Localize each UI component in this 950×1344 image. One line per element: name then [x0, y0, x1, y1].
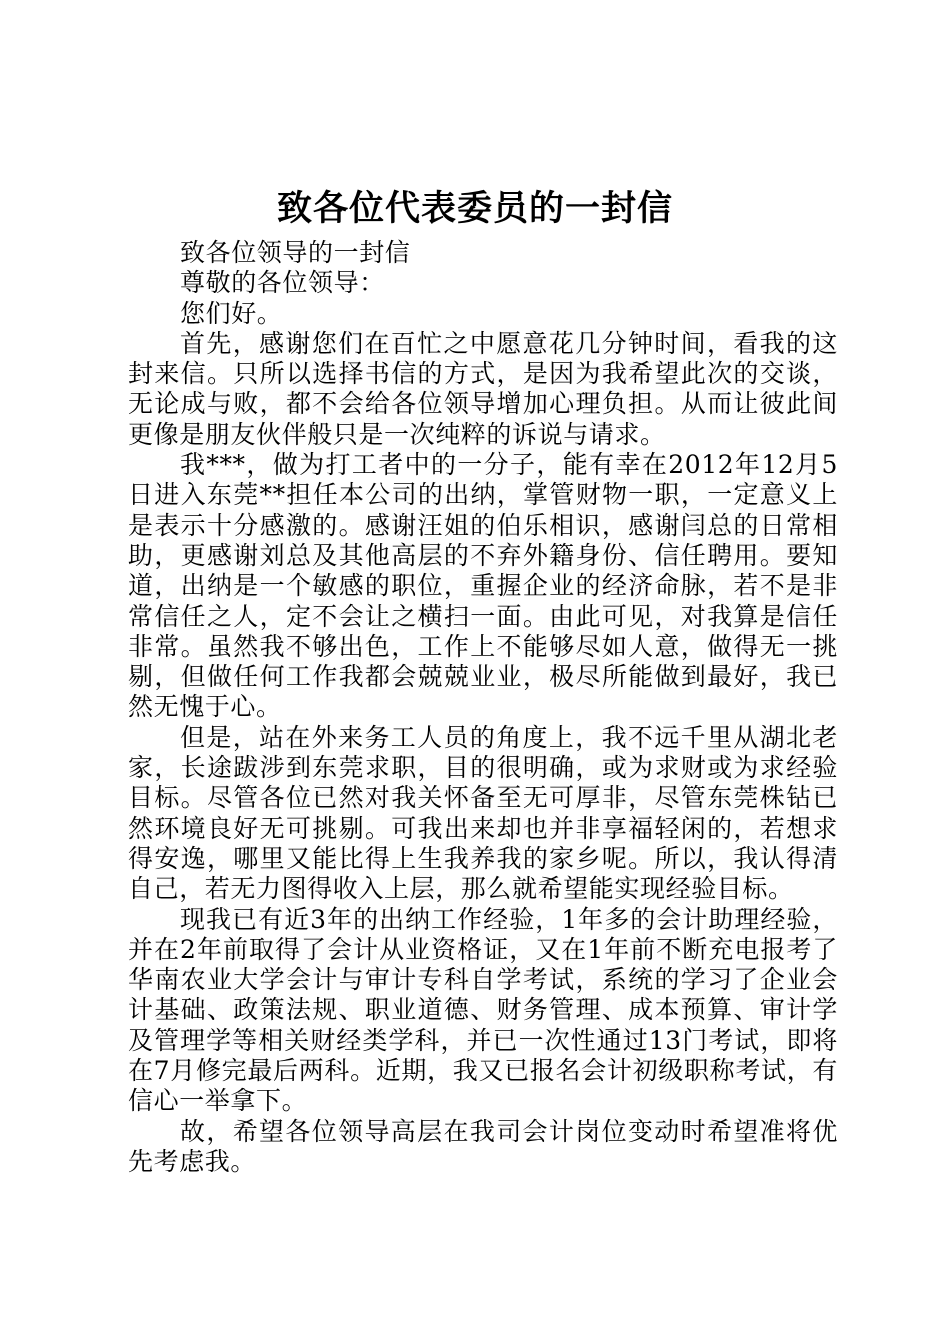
paragraph-body: 现我已有近3年的出纳工作经验，1年多的会计助理经验，并在2年前取得了会计从业资格证，又在1年前不断充电报考了华南农业大学会计与审计专科自学考试，系统的学习了企业会计基础、政策法规、职业道德、财务管理、成本预算、审计学及管理学等相关财经类学科，并已一次性通过13门考试，即将在7月修完最后两科。近期，我又已报名会计初级职称考试，有信心一举拿下。	[128, 904, 838, 1116]
paragraph-body: 但是，站在外来务工人员的角度上，我不远千里从湖北老家，长途跋涉到东莞求职，目的很明确，或为求财或为求经验目标。尽管各位已然对我关怀备至无可厚非，尽管东莞株钻已然环境良好无可挑剔。可我出来却也并非享福轻闲的，若想求得安逸，哪里又能比得上生我养我的家乡呢。所以，我认得清自己，若无力图得收入上层，那么就希望能实现经验目标。	[128, 722, 838, 904]
paragraph-salutation: 尊敬的各位领导：	[180, 268, 385, 298]
paragraph-body: 首先，感谢您们在百忙之中愿意花几分钟时间，看我的这封来信。只所以选择书信的方式，是因为我希望此次的交谈，无论成与败，都不会给各位领导增加心理负担。从而让彼此间更像是朋友伙伴般只是一次纯粹的诉说与请求。	[128, 328, 838, 449]
paragraph-closing: 故，希望各位领导高层在我司会计岗位变动时希望准将优先考虑我。	[128, 1116, 838, 1176]
document-title: 致各位代表委员的一封信	[276, 188, 673, 229]
paragraph-heading: 致各位领导的一封信	[180, 238, 411, 267]
document-body	[128, 238, 838, 1177]
paragraph-greeting: 您们好。	[180, 298, 283, 328]
paragraph-body: 我***，做为打工者中的一分子，能有幸在2012年12月5日进入东莞**担任本公司的出纳，掌管财物一职，一定意义上是表示十分感激的。感谢汪姐的伯乐相识，感谢闫总的日常相助，更感谢刘总及其他高层的不弃外籍身份、信任聘用。要知道，出纳是一个敏感的职位，重握企业的经济命脉，若不是非常信任之人，定不会让之横扫一面。由此可见，对我算是信任非常。虽然我不够出色，工作上不能够尽如人意，做得无一挑剔，但做任何工作我都会兢兢业业，极尽所能做到最好，我已然无愧于心。	[128, 450, 838, 722]
